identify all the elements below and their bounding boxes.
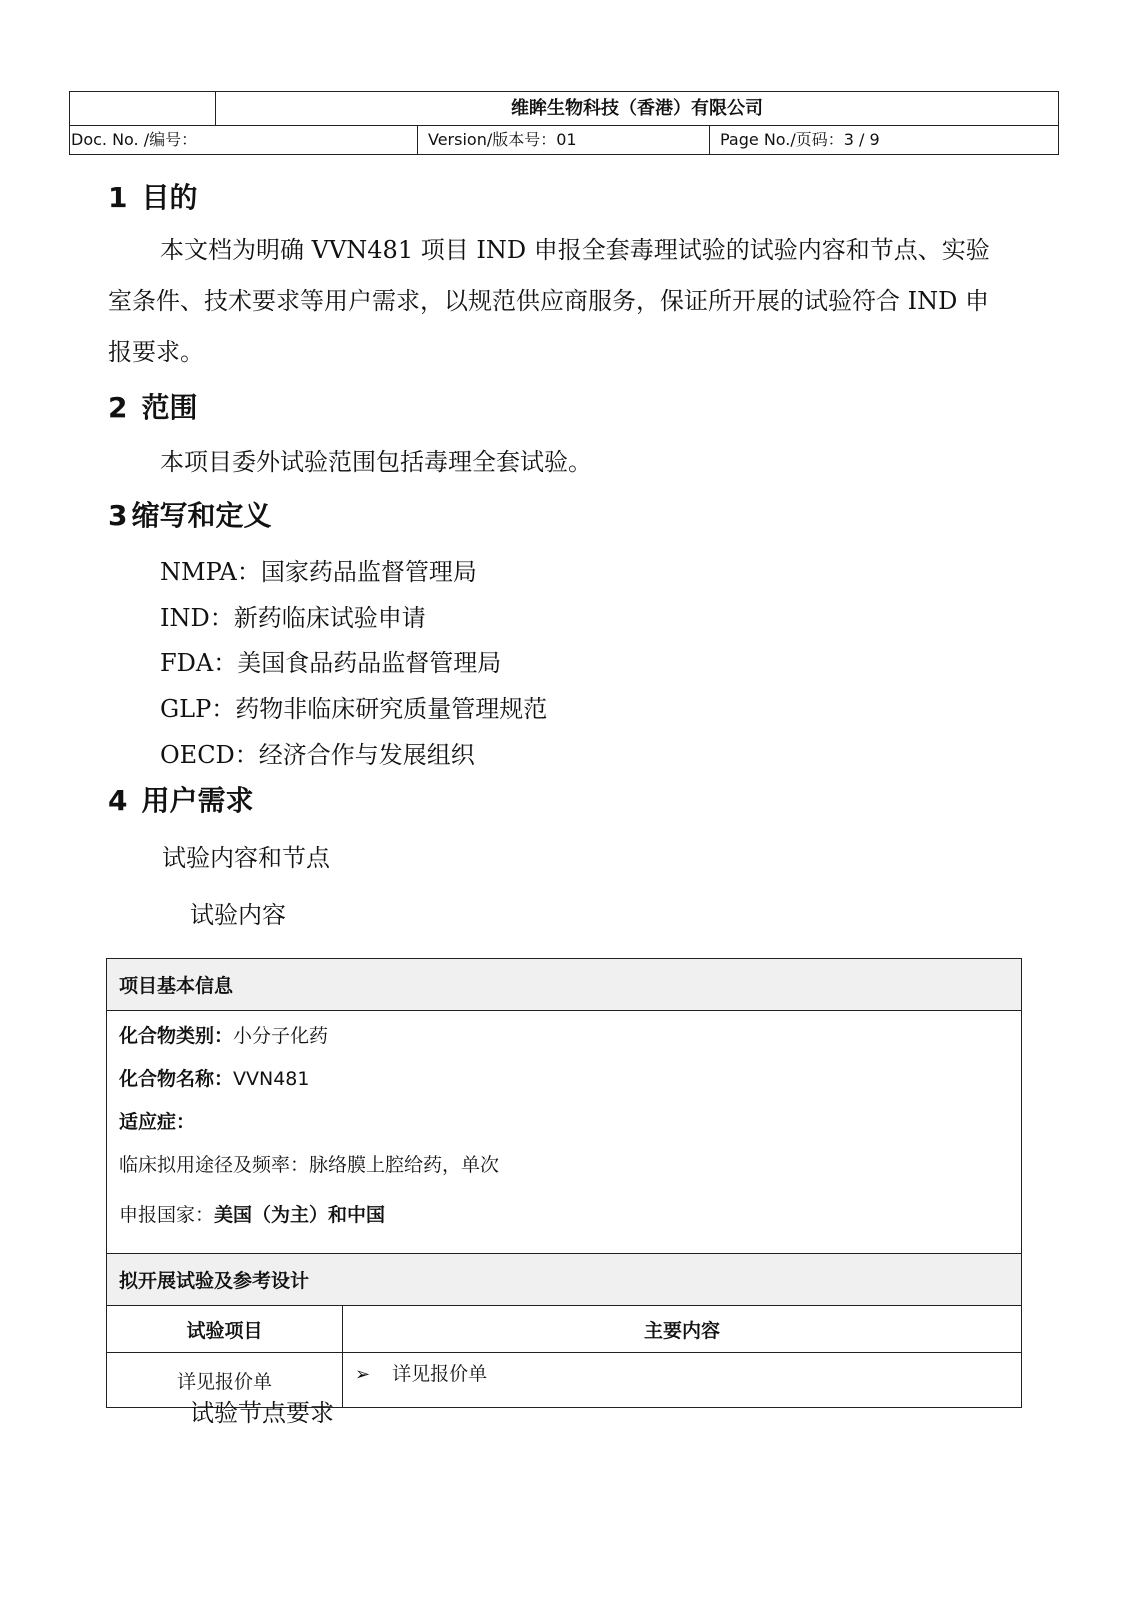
- project-info-table: [106, 958, 1022, 1408]
- basic-info-cell: [107, 1011, 1022, 1254]
- compound-name-row: 化合物名称：VVN481: [119, 1068, 310, 1090]
- subheading-milestone-requirements: 试验节点要求: [190, 1399, 334, 1427]
- trial-content-cell: ➢ 详见报价单: [343, 1353, 1022, 1408]
- section-heading-requirements: 4 用户需求: [108, 784, 254, 817]
- doc-number: Doc. No. /编号：: [70, 126, 418, 154]
- column-header-main-content: 主要内容: [343, 1306, 1022, 1353]
- scope-paragraph: 本项目委外试验范围包括毒理全套试验。: [160, 448, 592, 476]
- document-header: [69, 91, 1059, 155]
- page-number: Page No./页码：3 / 9: [720, 130, 880, 149]
- header-row-1: [70, 92, 1058, 126]
- compound-type-row: 化合物类别：小分子化药: [119, 1025, 329, 1047]
- company-name: 维眸生物科技（香港）有限公司: [511, 98, 763, 119]
- abbreviation-item: GLP：药物非临床研究质量管理规范: [160, 695, 548, 723]
- trial-item-cell: 详见报价单: [107, 1353, 343, 1408]
- purpose-paragraph: 本文档为明确 VVN481 项目 IND 申报全套毒理试验的试验内容和节点、实验室条件、技术要求等用户需求，以规范供应商服务，保证所开展的试验符合 IND 申报要求。: [108, 236, 990, 366]
- route-row: 临床拟用途径及频率：脉络膜上腔给药，单次: [119, 1154, 500, 1176]
- section-heading-scope: 2 范围: [108, 391, 198, 424]
- indication-row: 适应症：: [119, 1111, 196, 1133]
- table-section-basic-info: 项目基本信息: [107, 959, 1022, 1011]
- abbreviation-item: OECD：经济合作与发展组织: [160, 741, 475, 769]
- section-heading-purpose: 1 目的: [108, 181, 198, 214]
- column-header-trial-item: 试验项目: [107, 1306, 343, 1353]
- country-row: 申报国家：美国（为主）和中国: [119, 1204, 386, 1226]
- subheading-content: 试验内容: [190, 901, 286, 929]
- abbreviation-item: FDA：美国食品药品监督管理局: [160, 649, 502, 677]
- table-section-planned-trials: 拟开展试验及参考设计: [107, 1254, 1022, 1306]
- header-row-2: [70, 126, 1058, 154]
- abbreviation-item: IND：新药临床试验申请: [160, 604, 426, 632]
- abbreviation-item: NMPA：国家药品监督管理局: [160, 558, 477, 586]
- subheading-content-and-milestones: 试验内容和节点: [162, 844, 330, 872]
- version: Version/版本号：01: [418, 126, 710, 154]
- logo-cell: [70, 92, 216, 125]
- section-heading-abbreviations: 3 缩写和定义: [108, 499, 272, 532]
- arrow-bullet-icon: ➢: [355, 1364, 371, 1385]
